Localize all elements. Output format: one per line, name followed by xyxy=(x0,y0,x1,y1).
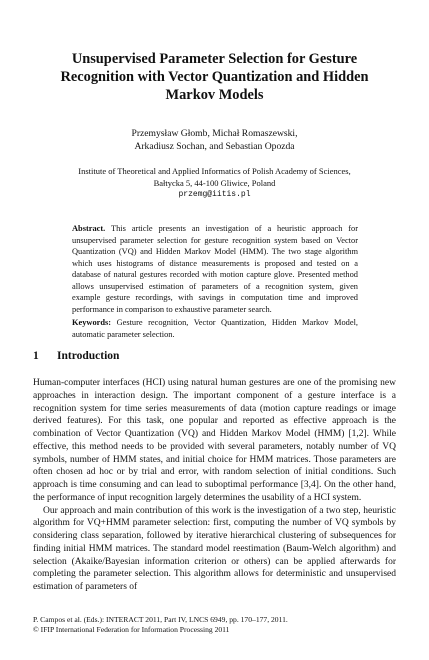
author-list xyxy=(40,127,389,153)
abstract-label: Abstract. xyxy=(72,224,106,233)
affiliation xyxy=(40,165,389,201)
section-heading xyxy=(33,349,119,363)
paper-title xyxy=(40,50,389,104)
abstract xyxy=(72,223,358,315)
title-line: Unsupervised Parameter Selection for Gesture xyxy=(71,51,358,67)
affiliation-line: Bałtycka 5, 44-100 Gliwice, Poland xyxy=(153,178,276,188)
section-number: 1 xyxy=(33,350,39,362)
title-line: Markov Models xyxy=(165,87,264,103)
body-paragraph: Our approach and main contribution of this work is the investigation of a two step, heuristic algorithm for VQ+HMM parameter selection: first, computing the number of VQ symbols by considering class separation, followed by iterative hierarchical clustering of subsequences for finding initial HMM matrices. The standard model reestimation (Baum-Welch algorithm) and selection (Akaike/Bayesian information criterion or others) can be applied afterwards for completing the parameter selection. This algorithm allows for deterministic and unsupervised estimation of parameters of xyxy=(33,505,396,592)
keywords-text: Gesture recognition, Vector Quantization, Hidden Markov Model, automatic parameter selection. xyxy=(72,318,359,339)
section-title: Introduction xyxy=(57,350,120,362)
author-line: Arkadiusz Sochan, and Sebastian Opozda xyxy=(134,141,295,152)
body-text xyxy=(33,377,396,594)
footnote-line: © IFIP International Federation for Information Processing 2011 xyxy=(33,625,230,634)
affiliation-line: Institute of Theoretical and Applied Informatics of Polish Academy of Sciences, xyxy=(78,166,351,176)
abstract-text: This article presents an investigation of a heuristic approach for unsupervised parameter selection for gesture recognition system based on Vector Quantization (VQ) and Hidden Markov Model (HMM). The two stage algorithm which uses histograms of distance measurements is proposed and tested on a database of natural gestures recorded with motion capture glove. Presented method allows unsupervised estimation of parameters of a recognition system, given example gesture recordings, with savings in computation time and improved performance in comparison to exhaustive parameter search. xyxy=(72,224,358,314)
footnote-line: P. Campos et al. (Eds.): INTERACT 2011, Part IV, LNCS 6949, pp. 170–177, 2011. xyxy=(33,615,288,624)
author-line: Przemysław Głomb, Michał Romaszewski, xyxy=(131,128,298,139)
keywords-label: Keywords: xyxy=(72,318,112,327)
title-line: Recognition with Vector Quantization and Hidden xyxy=(60,69,369,85)
keywords xyxy=(72,317,358,340)
footnote xyxy=(33,615,396,635)
author-email: przemg@iitis.pl xyxy=(178,190,251,199)
body-paragraph: Human-computer interfaces (HCI) using natural human gestures are one of the promising new approaches in interaction design. The important component of a gesture interface is a recognition system for time series measurements of data (motion capture readings or image derived features). For this task, one popular and reported as effective approach is the combination of Vector Quantization (VQ) and Hidden Markov Model (HMM) [1,2]. While effective, this method needs to be provided with several parameters, notably number of VQ symbols, number of HMM states, and initial choice for HMM matrices. Those parameters are often chosen ad hoc or by trial and error, with random selection of initial conditions. Such approach is time consuming and can lead to suboptimal performance [3,4]. On the other hand, the performance of input recognition largely determines the usability of a HCI system. xyxy=(33,378,396,503)
